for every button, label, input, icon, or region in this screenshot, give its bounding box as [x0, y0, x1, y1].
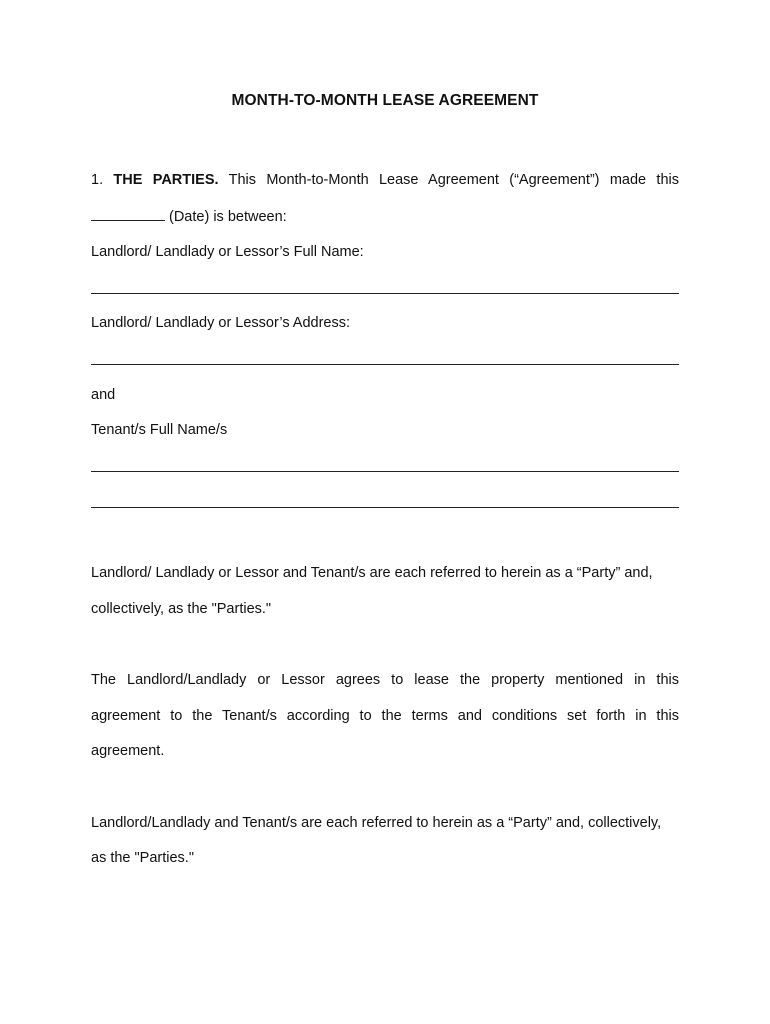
parties-intro-line: [91, 171, 679, 189]
landlord-address-label: Landlord/ Landlady or Lessor’s Address:: [91, 315, 351, 331]
landlord-name-blank-field[interactable]: [91, 293, 679, 294]
landlord-name-label: Landlord/ Landlady or Lessor’s Full Name:: [91, 244, 364, 260]
paragraph-2-line-1: The Landlord/Landlady or Lessor agrees to lease the property mentioned in this: [91, 672, 679, 688]
tenant-name-label: Tenant/s Full Name/s: [91, 422, 228, 438]
and-text: and: [91, 387, 116, 403]
section-number: 1.: [91, 172, 104, 188]
tenant-name-blank-field-2[interactable]: [91, 507, 679, 508]
date-line: [91, 207, 679, 226]
section-heading: THE PARTIES.: [113, 172, 219, 188]
paragraph-1-line-1: Landlord/ Landlady or Lessor and Tenant/s are each referred to herein as a “Party” and,: [91, 565, 653, 581]
paragraph-2-line-3: agreement.: [91, 743, 165, 759]
tenant-name-blank-field-1[interactable]: [91, 471, 679, 472]
paragraph-3-line-1: Landlord/Landlady and Tenant/s are each referred to herein as a “Party” and, collectively,: [91, 815, 662, 831]
landlord-address-blank-field[interactable]: [91, 364, 679, 365]
date-text: (Date) is between:: [169, 209, 287, 225]
paragraph-2-line-2: agreement to the Tenant/s according to the terms and conditions set forth in this: [91, 708, 679, 724]
date-blank-field[interactable]: [91, 207, 165, 221]
document-title: MONTH-TO-MONTH LEASE AGREEMENT: [231, 92, 539, 109]
parties-intro-text: This Month-to-Month Lease Agreement (“Agreement”) made this: [228, 172, 679, 188]
paragraph-1-line-2: collectively, as the "Parties.": [91, 601, 272, 617]
paragraph-3-line-2: as the "Parties.": [91, 850, 194, 866]
